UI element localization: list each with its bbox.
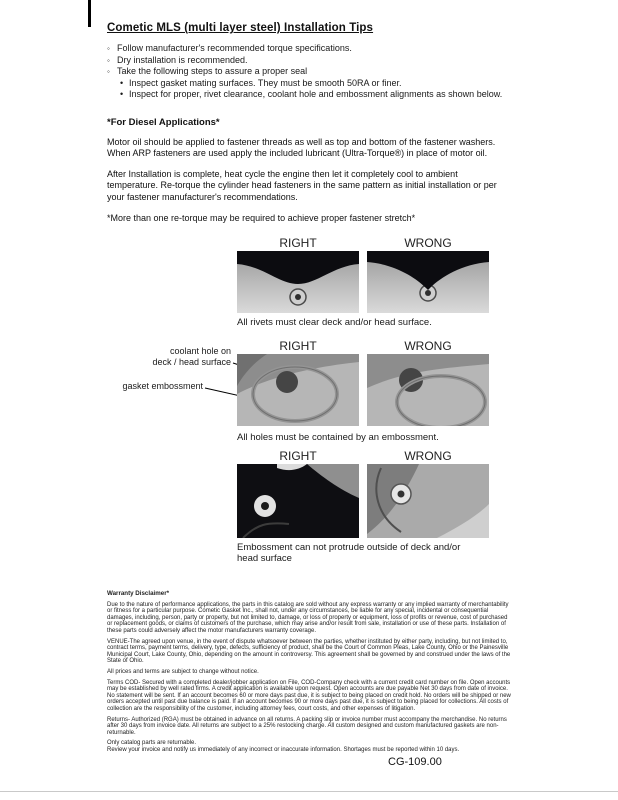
disclaimer-paragraph: Returns- Authorized (RGA) must be obtained in advance on all returns. A packing slip or invoice number must accompany the merchandise. No returns after 30 days from invoice date. All returns are subject to a 25% restocking charge. All custom designed and custom manufactured gaskets are non-returnable. [107,716,507,736]
solid-bullet-icon: • [120,89,124,99]
diagram-row-protrusion [107,449,513,565]
document-content [107,22,513,757]
tip-text: Inspect gasket mating surfaces. They must be smooth 50RA or finer. [129,77,402,88]
open-bullet-icon: ◦ [107,44,110,53]
warranty-disclaimer [107,591,513,753]
disclaimer-paragraph: All prices and terms are subject to change without notice. [107,668,259,675]
right-label: RIGHT [279,339,317,353]
list-item [107,55,513,67]
right-label: RIGHT [279,449,317,463]
page-number: CG-109.00 [388,756,442,768]
list-item [120,78,513,90]
list-item [107,66,513,78]
tip-text: Take the following steps to assure a proper seal [117,66,308,76]
diagram-caption: Embossment can not protrude outside of deck and/or head surface [237,542,461,564]
right-label: RIGHT [279,236,317,250]
disclaimer-paragraph: Due to the nature of performance applications, the parts in this catalog are sold without any express warranty or any implied warranty of merchantability or fitness for a particular purpose. Cometic Gasket Inc., shall not, under any circumstances, be liable for any special, incidental or consequential damages, including, person, party or property, but not limited to, damage, or loss of property or equipment, loss of profits or revenue, cost of purchased or replacement goods, or claims of customers of the purchase, which may arise and/or result from sale, installation or use of these parts. Installation of these parts could adversely affect the motor manufacturers warranty coverage. [107,601,509,634]
tips-list [107,43,513,101]
diagram-caption: All holes must be contained by an embossment. [237,432,439,443]
embossment-right-photo [237,354,359,426]
deck-wrong-photo [367,464,489,538]
open-bullet-icon: ◦ [107,67,110,76]
list-item [107,43,513,55]
page-bottom-rule [0,791,618,792]
diesel-applications-heading: *For Diesel Applications* [107,116,220,128]
page-title: Cometic MLS (multi layer steel) Installation Tips [107,22,374,34]
open-bullet-icon: ◦ [107,55,110,65]
wrong-label: WRONG [404,449,452,463]
deck-right-photo [237,464,359,538]
disclaimer-paragraph: Terms COD- Secured with a completed dealer/jobber application on File, COD-Company check with a current credit card number on file. Open accounts may be established by well rated firms. A credit application is available upon request. Open accounts are due payable Net 30 days from date of invoice. No statement will be sent. If an account becomes 60 or more days past due, it is subject to being placed on credit hold. No orders will be shipped or new orders accepted until past due balance is paid. If an account becomes 90 or more days past due, it is subject to being placed for collections. All costs of collection are the responsibility of the customer, including attorney fees, court costs, and other expenses of litigation. [107,679,511,712]
diesel-paragraph-1: Motor oil should be applied to fastener threads as well as top and bottom of the fastener washers. When ARP fasteners are used apply the included lubricant (Ultra-Torque®) in place of motor oil. [107,136,496,158]
solid-bullet-icon: • [120,77,124,88]
tip-text: Dry installation is recommended. [117,54,248,65]
diagram-row-rivets [107,236,513,333]
coolant-hole-annotation [125,346,231,367]
list-item [120,89,513,101]
diesel-paragraph-2: After Installation is complete, heat cycle the engine then let it completely cool to ambient temperature. Re-torque the cylinder head fasteners in the same pattern as initial installation or per your fastener manufacturer's recommendations. [107,168,497,202]
disclaimer-paragraph: Review your invoice and notify us immediately of any incorrect or inaccurate information. Shortages must be reported within 10 days. [107,746,460,753]
wrong-label: WRONG [404,236,452,250]
rivet-wrong-photo [367,251,489,313]
diagram-caption: All rivets must clear deck and/or head surface. [237,317,432,328]
diagram-row-holes [107,339,513,447]
embossment-wrong-photo [367,354,489,426]
annotation-line: coolant hole on [169,346,231,356]
gasket-embossment-annotation: gasket embossment [122,381,203,391]
wrong-label: WRONG [404,339,452,353]
disclaimer-paragraph: Only catalog parts are returnable. [107,740,197,747]
retorque-note: *More than one re-torque may be required to achieve proper fastener stretch* [107,213,416,223]
tip-text: Follow manufacturer's recommended torque specifications. [117,43,352,53]
disclaimer-heading: Warranty Disclaimer* [107,590,170,597]
page-edge-mark [88,0,91,27]
tip-text: Inspect for proper, rivet clearance, coolant hole and embossment alignments as shown below. [129,89,503,99]
rivet-right-photo [237,251,359,313]
annotation-line: deck / head surface [152,356,231,367]
disclaimer-paragraph: VENUE-The agreed upon venue, in the event of dispute whatsoever between the parties, whether instituted by either party, including, but not limited to, contract terms, payment terms, delivery, type, defects, sufficiency of product, shall be the Court of Common Pleas, Lake County, Ohio or the Painesville Municipal Court, Lake County, Ohio, depending on the amount in controversy. This agreement shall be governed by and construed under the laws of the State of Ohio. [107,638,511,665]
